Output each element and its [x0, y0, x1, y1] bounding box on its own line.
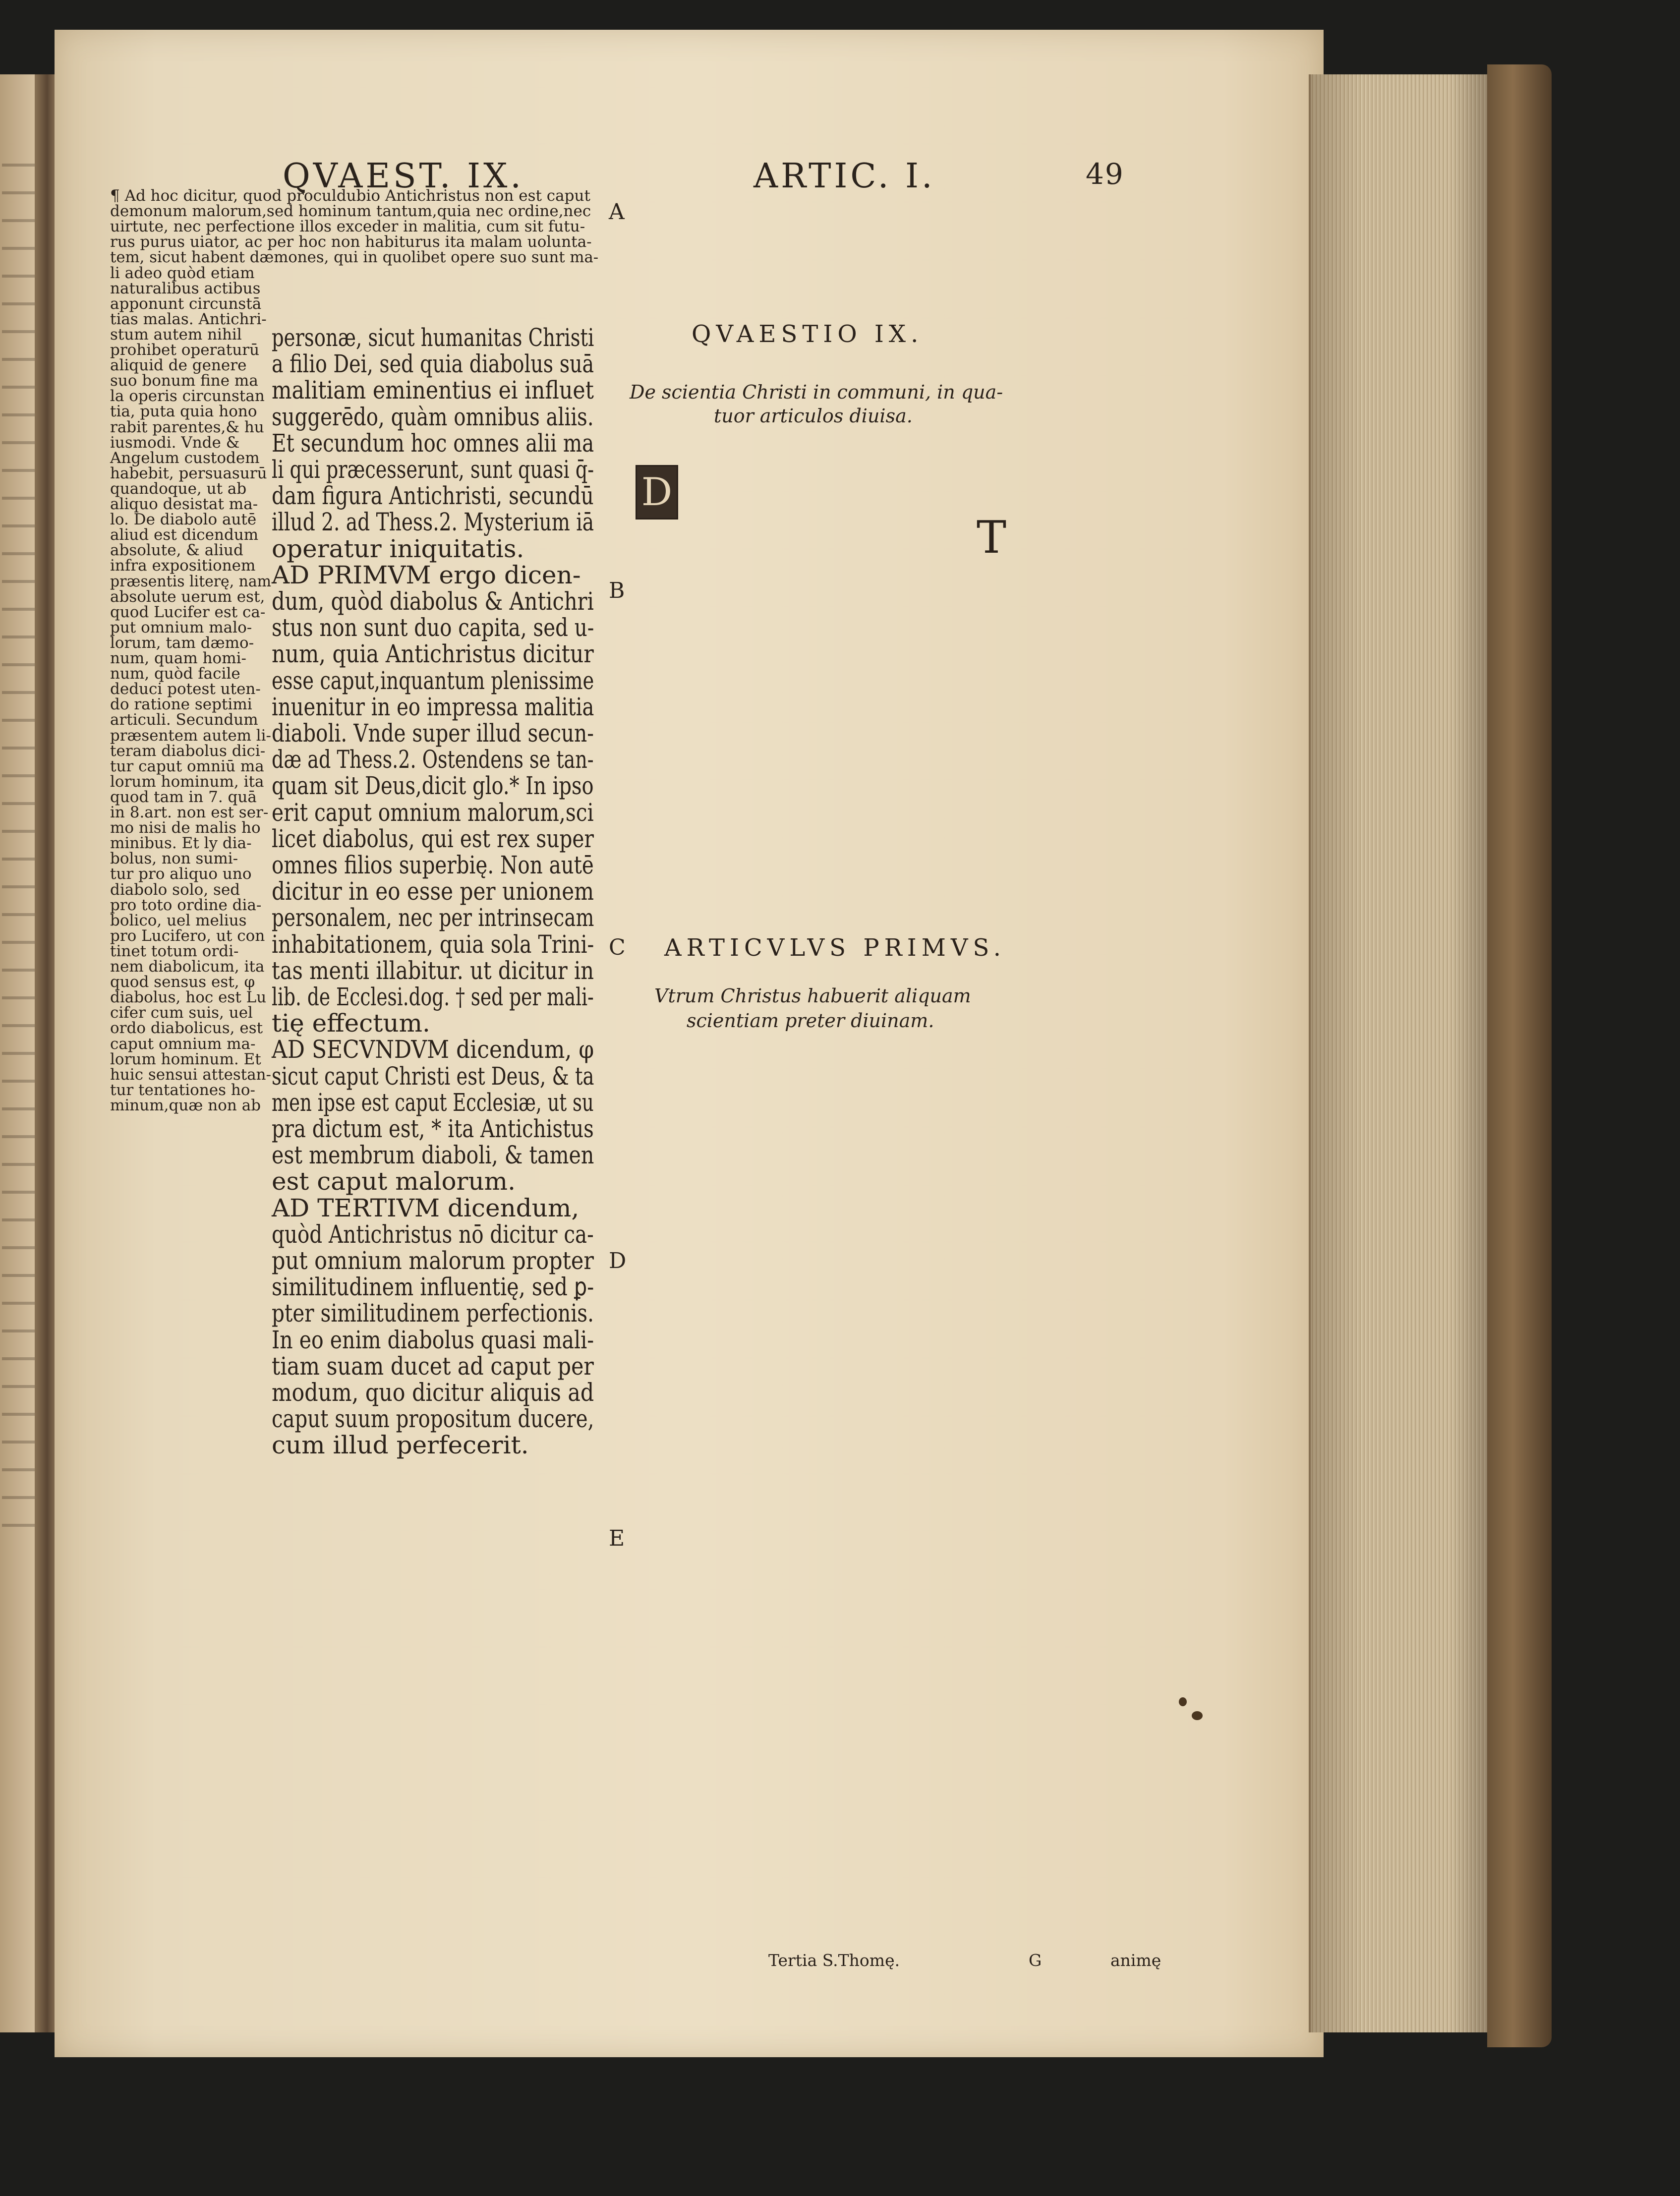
article-subtitle-line1: Vtrum Christus habuerit aliquam [654, 985, 971, 1007]
main-text-line: omnes filios superbię. Non autē [272, 851, 594, 879]
main-text-line: est caput malorum. [272, 1167, 516, 1196]
main-text-line: a filio Dei, sed quia diabolus suā [272, 349, 594, 379]
page-number: 49 [1086, 157, 1124, 191]
question-title: QVAESTIO IX. [692, 320, 924, 348]
commentary-line: teram diabolus dici- [110, 742, 266, 760]
section-marker-c: C [609, 935, 626, 960]
main-text-line: num, quia Antichristus dicitur [272, 639, 594, 669]
main-text-line: personalem, nec per intrinsecam [272, 903, 594, 932]
main-text-line: quam sit Deus,dicit glo.* In ipso [272, 771, 594, 801]
commentary-line: num, quòd facile [110, 665, 240, 683]
commentary-line: tinet totum ordi- [110, 942, 239, 960]
commentary-line: li adeo quòd etiam [110, 264, 255, 282]
commentary-line: tur pro aliquo uno [110, 865, 252, 883]
commentary-line: quod Lucifer est ca- [110, 603, 266, 621]
section-marker-a: A [609, 199, 625, 225]
main-text-line: est membrum diaboli, & tamen [272, 1141, 594, 1170]
commentary-line: minibus. Et ly dia- [110, 834, 252, 853]
main-text-line: quòd Antichristus nō dicitur ca- [272, 1219, 594, 1249]
book-cover-edge [1487, 64, 1552, 2047]
commentary-line: pro Lucifero, ut con [110, 926, 265, 945]
commentary-line: aliquo desistat ma- [110, 495, 258, 513]
main-text-line: dicitur in eo esse per unionem [272, 877, 594, 906]
commentary-line: tem, sicut habent dæmones, qui in quolibet opere suo sunt ma- [110, 248, 599, 267]
commentary-line: suo bonum fine ma [110, 372, 258, 390]
article-subtitle-line2: scientiam preter diuinam. [687, 1010, 934, 1032]
commentary-line: mo nisi de malis ho [110, 819, 261, 837]
commentary-line: aliud est dicendum [110, 526, 259, 544]
commentary-line: absolute, & aliud [110, 541, 243, 560]
drop-cap-initial: D [636, 465, 678, 520]
commentary-line: lorum hominum. Et [110, 1050, 261, 1068]
commentary-line: huic sensui attestan- [110, 1065, 271, 1084]
main-text-line: tię effectum. [272, 1009, 430, 1038]
commentary-line: rabit parentes,& hu [110, 418, 264, 436]
main-text-line: inhabitationem, quia sola Trini- [272, 929, 594, 959]
commentary-line: lo. De diabolo autē [110, 511, 257, 529]
commentary-line: aliquid de genere [110, 356, 247, 375]
commentary-line: naturalibus actibus [110, 279, 261, 297]
commentary-line: præsentem autem li- [110, 726, 271, 745]
commentary-line: minum,quæ non ab [110, 1096, 261, 1114]
commentary-line: tia, puta quia hono [110, 403, 257, 421]
main-text-line: caput suum propositum ducere, [272, 1404, 594, 1434]
commentary-line: ordo diabolicus, est [110, 1019, 263, 1038]
commentary-line: prohibet operaturū [110, 341, 260, 359]
commentary-line: apponunt circunstā [110, 294, 262, 313]
main-text-line: dam figura Antichristi, secundū [272, 481, 594, 511]
main-text-line: pra dictum est, * ita Antichistus [272, 1114, 594, 1143]
main-text-line: Et secundum hoc omnes alii ma [272, 428, 594, 458]
commentary-line: lorum hominum, ita [110, 772, 264, 791]
commentary-line: articuli. Secundum [110, 711, 258, 729]
main-text-line: malitiam eminentius ei influet [272, 376, 594, 405]
main-text-line: similitudinem influentię, sed ꝑ- [272, 1272, 594, 1302]
header-question: QVAEST. IX. [283, 157, 524, 196]
signature-mark: G [1029, 1951, 1042, 1970]
commentary-line: demonum malorum,sed hominum tantum,quia nec ordine,nec [110, 202, 591, 221]
left-page-edge [0, 74, 40, 2032]
commentary-line: Angelum custodem [110, 449, 260, 467]
commentary-line: num, quam homi- [110, 649, 246, 667]
section-marker-d: D [609, 1248, 627, 1273]
commentary-line: cifer cum suis, uel [110, 1004, 253, 1022]
commentary-line: tur tentationes ho- [110, 1081, 256, 1099]
commentary-line: la operis circunstan [110, 387, 265, 405]
main-text-line: AD PRIMVM ergo dicen- [272, 560, 581, 589]
paper-speck [1192, 1711, 1203, 1720]
commentary-line: uirtute, nec perfectione illos exceder in malitia, cum sit futu- [110, 218, 585, 236]
main-text-line: AD SECVNDVM dicendum, φ [272, 1035, 594, 1064]
commentary-line: tias malas. Antichri- [110, 310, 267, 328]
commentary-line: tur caput omniū ma [110, 757, 264, 775]
commentary-line: iusmodi. Vnde & [110, 433, 240, 452]
main-text-line: suggerēdo, quàm omnibus aliis. [272, 402, 594, 431]
catchword: animę [1110, 1951, 1161, 1970]
main-text-line: AD TERTIVM dicendum, [272, 1193, 579, 1222]
commentary-line: quod sensus est, φ [110, 973, 255, 991]
commentary-line: diabolo solo, sed [110, 880, 240, 899]
commentary-line: diabolus, hoc est Lu [110, 988, 267, 1007]
commentary-line: infra expositionem [110, 557, 256, 575]
commentary-line: rus purus uiator, ac per hoc non habiturus ita malam uolunta- [110, 233, 592, 251]
commentary-line: in 8.art. non est ser- [110, 804, 269, 821]
main-text-line: illud 2. ad Thess.2. Mysterium iā [272, 508, 594, 537]
commentary-line: stum autem nihil [110, 325, 242, 344]
main-text-line: In eo enim diabolus quasi mali- [272, 1325, 594, 1354]
main-text-line: personæ, sicut humanitas Christi [272, 323, 594, 352]
section-marker-b: B [609, 578, 625, 603]
commentary-line: bolus, non sumi- [110, 850, 238, 868]
commentary-line: bolico, uel melius [110, 911, 247, 929]
main-text-line: stus non sunt duo capita, sed u- [272, 613, 594, 642]
signature-text: Tertia S.Thomę. [768, 1951, 900, 1970]
main-text-line: dæ ad Thess.2. Ostendens se tan- [272, 745, 594, 774]
commentary-line: ¶ Ad hoc dicitur, quod proculdubio Antichristus non est caput [110, 187, 590, 205]
question-subtitle-line2: tuor articulos diuisa. [714, 405, 913, 427]
main-text-line: sicut caput Christi est Deus, & ta [272, 1061, 594, 1091]
main-text-line: lib. de Ecclesi.dog. † sed per mali- [272, 982, 594, 1011]
commentary-line: absolute uerum est, [110, 587, 265, 606]
main-text-line: esse caput,inquantum plenissime [272, 666, 594, 695]
main-text-line: li qui præcesserunt, sunt quasi q̄- [272, 455, 594, 484]
main-text-line: dum, quòd diabolus & Antichri [272, 587, 594, 616]
commentary-line: habebit, persuasurū [110, 464, 267, 482]
paper-speck [1179, 1697, 1187, 1706]
main-text-line: erit caput omnium malorum,sci [272, 798, 594, 827]
initial-letter-t: T [977, 512, 1007, 564]
question-subtitle-line1: De scientia Christi in communi, in qua- [630, 381, 1003, 403]
main-text-line: tas menti illabitur. ut dicitur in [272, 956, 594, 985]
commentary-line: præsentis literę, nam [110, 572, 272, 590]
main-text-line: inuenitur in eo impressa malitia [272, 692, 594, 721]
main-text-line: cum illud perfecerit. [272, 1431, 529, 1460]
main-text-line: modum, quo dicitur aliquis ad [272, 1378, 594, 1407]
main-text-line: tiam suam ducet ad caput per [272, 1351, 594, 1381]
commentary-line: nem diabolicum, ita [110, 958, 265, 976]
left-page-text-fragment [2, 164, 37, 1552]
commentary-line: caput omnium ma- [110, 1035, 256, 1053]
main-text-line: diaboli. Vnde super illud secun- [272, 719, 594, 748]
commentary-line: put omnium malo- [110, 618, 252, 636]
main-text-line: pter similitudinem perfectionis. [272, 1299, 594, 1328]
page-block-shadow [1309, 74, 1487, 2032]
section-marker-e: E [609, 1526, 625, 1551]
article-title: ARTICVLVS PRIMVS. [664, 934, 1006, 962]
main-text-line: men ipse est caput Ecclesiæ, ut su [272, 1088, 594, 1117]
main-text-line: operatur iniquitatis. [272, 534, 524, 563]
commentary-line: pro toto ordine dia- [110, 896, 262, 914]
commentary-line: lorum, tam dæmo- [110, 634, 254, 652]
commentary-line: do ratione septimi [110, 695, 252, 714]
header-article: ARTIC. I. [753, 157, 935, 196]
commentary-line: quandoque, ut ab [110, 479, 247, 498]
main-text-line: put omnium malorum propter [272, 1246, 594, 1275]
main-text-line: licet diabolus, qui est rex super [272, 824, 594, 853]
commentary-line: quod tam in 7. quā [110, 788, 257, 806]
commentary-line: deduci potest uten- [110, 680, 261, 698]
